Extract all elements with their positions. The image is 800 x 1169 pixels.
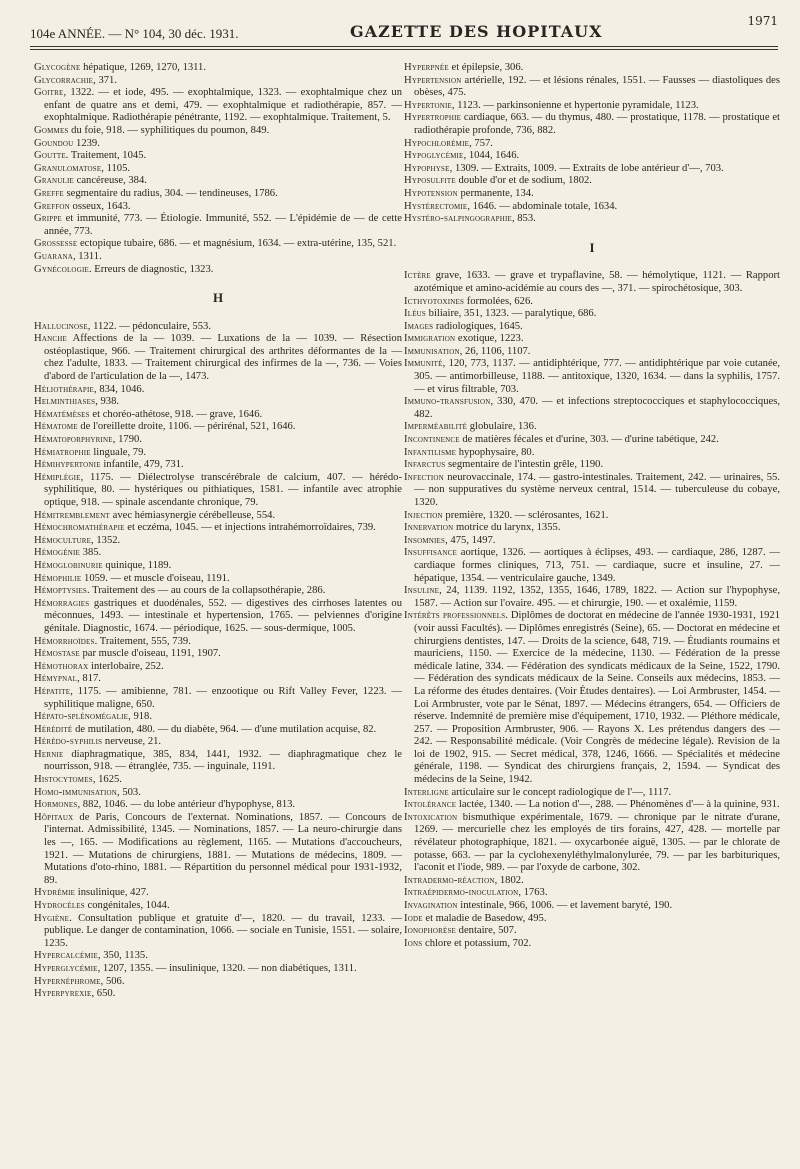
entry-references: ectopique tubaire, 686. — et magnésium, 1634. — extra-utérine, 135, 521. bbox=[77, 238, 397, 250]
page-number: 1971 bbox=[747, 14, 778, 28]
index-entry bbox=[34, 421, 402, 434]
header-rule bbox=[30, 46, 778, 47]
entry-term: Greffon bbox=[34, 200, 70, 212]
entry-references: , 371. bbox=[93, 74, 117, 86]
entry-term: Innervation bbox=[404, 522, 454, 534]
entry-term: Granulomatose bbox=[34, 162, 102, 174]
entry-references: chlore et potassium, 702. bbox=[422, 937, 532, 949]
entry-term: Goutte bbox=[34, 150, 66, 162]
entry-term: Insuline bbox=[404, 585, 440, 597]
entry-term: Hémiplégie bbox=[34, 471, 81, 483]
entry-references: , 918. bbox=[128, 711, 152, 723]
entry-references: , 26, 1106, 1107. bbox=[459, 345, 531, 357]
entry-term: Intraépidermo-inoculation bbox=[404, 887, 519, 899]
entry-references: . Traitement des — au cours de la collapsothérapie, 286. bbox=[87, 585, 326, 597]
entry-references: et eczéma, 1045. — et injections intrahémorroïdaires, 739. bbox=[124, 522, 376, 534]
entry-term: Hypertension bbox=[404, 74, 462, 86]
entry-references: de matières fécales et d'urine, 303. — d'urine tabétique, 242. bbox=[459, 434, 719, 446]
entry-references: formolées, 626. bbox=[464, 295, 533, 307]
index-entry bbox=[404, 100, 780, 113]
entry-references: , 757. bbox=[469, 137, 493, 149]
index-entry bbox=[34, 213, 402, 238]
entry-references: . Consultation publique et gratuite d'—, 1820. — du travail, 1233. — publique. Le danger de contamination, 1066. — sociale en Tunisie, 1551. — solaire, 1235. bbox=[44, 912, 402, 949]
index-entry bbox=[404, 547, 780, 585]
entry-references: . Diplômes de doctorat en médecine de l'année 1930-1931, 1921 (voir aussi Facultés). — Diplômes enregistrés (Seine), 65. — Doctorat en médecine et chirurgiens dentistes, 147. — Droits de la science, 648, 719. — Étudiants roumains et mauriciens, 1150. — Exercice de la médecine, 1130. — Fédération de la presse médicale latine, 334. — Fédération des syndicats médicaux de la Seine, 1522, 1790. — Fédération des syndicats médicaux de la Seine. Conseils aux médecins, 1853. — La réforme des études dentaires. (Voir Études dentaires). — Loi Armbruster, 1454. — Loi Armbruster, vote par le Sénat, 1897. — Médecins étrangers, 654. — Officiers de réserve. Indemnité de première mise d'équipement, 1710, 1932. — Pléthore médicale, 257. — Proposition Armbruster, 906. — Rayons X. Les prétendus dangers des — 242. — Responsabilité médicale. (Voir Congrès de médecine légale). Revision de la loi de 1902, 915. — Secret médical, 378, 1246, 1666. — Spécialités et médecine générale, 1198. — Syndicat des chirurgiens français, 2, 1594. — Syndicat des médecins de la Seine, 1942. bbox=[414, 610, 781, 786]
entry-references: , 24, 1139. 1192, 1352, 1355, 1646, 1789, 1822. — Action sur l'hypophyse, 1587. — Action sur l'ovaire. 495. — et chirurgie, 190. — et oxalémie, 1159. bbox=[414, 585, 780, 609]
index-entry bbox=[404, 213, 780, 226]
entry-term: Grossesse bbox=[34, 238, 78, 250]
index-entry bbox=[404, 396, 780, 421]
entries-h-continued bbox=[404, 62, 780, 226]
entry-references: artérielle, 192. — et lésions rénales, 1551. — Fausses — diastoliques des obèses, 475. bbox=[414, 74, 780, 99]
entry-references: congénitales, 1044. bbox=[84, 900, 170, 911]
entry-term: Goundou bbox=[34, 137, 74, 149]
index-entry bbox=[34, 163, 402, 176]
index-entry bbox=[404, 472, 780, 510]
section-letter-h: H bbox=[212, 290, 224, 306]
entry-term: Imperméabilité bbox=[404, 421, 468, 433]
entry-term: Hémihypertonie bbox=[34, 459, 101, 471]
index-entry bbox=[34, 598, 402, 636]
entry-term: Gynécologie bbox=[34, 263, 89, 275]
entry-references: , 1311. bbox=[73, 250, 102, 262]
entry-references: , 506. bbox=[100, 975, 125, 987]
entry-references: . Erreurs de diagnostic, 1323. bbox=[88, 263, 214, 275]
index-entry bbox=[34, 321, 402, 334]
entry-references: segmentaire de l'intestin grêle, 1190. bbox=[445, 459, 604, 471]
right-column bbox=[404, 62, 780, 950]
index-entry bbox=[404, 535, 780, 548]
entry-references: , 834, 1046. bbox=[94, 383, 145, 395]
entry-references: lactée, 1340. — La notion d'—, 288. — Phénomènes d'— à la quinine, 931. bbox=[456, 799, 780, 811]
entry-references: bismuthique expérimentale, 1679. — chronique par le nitrate d'urane, 1269. — mercurielle chez les employés de tirs forains, 427, 428. — mortelle par révélateur photographique, 1821. — oxycarbonée aiguë, 1305. — par le chlorate de potasse, 663. — par la cyclohexenyléthylmalonylurée, 79. — par les barbituriques, l'aconit et l'iode, 989. — par l'oxyde de carbone, 302. bbox=[414, 811, 780, 874]
entries-i bbox=[404, 270, 780, 950]
entry-term: Infarctus bbox=[404, 459, 446, 471]
entry-references: , 1207, 1355. — insulinique, 1320. — non diabétiques, 1311. bbox=[97, 962, 357, 974]
index-entry bbox=[404, 900, 780, 913]
entry-references: , 1122. — pédonculaire, 553. bbox=[87, 320, 211, 332]
entry-term: Hypertrophie bbox=[404, 112, 462, 124]
entry-references: segmentaire du radius, 304. — tendineuses, 1786. bbox=[63, 187, 278, 199]
section-letter-i: I bbox=[589, 239, 595, 255]
entry-term: Interligne bbox=[404, 786, 449, 798]
entry-references: et immunité, 773. — Étiologie. Immunité, 552. — L'épidémie de — de cette année, 773. bbox=[44, 213, 402, 237]
entry-references: quinique, 1189. bbox=[102, 559, 172, 571]
entry-references: grave, 1633. — grave et trypaflavine, 58. — hémolytique, 1121. — Rapport azotémique et amino-acidémie au cours des —, 371. — spirochétosique, 303. bbox=[414, 270, 780, 294]
index-entry bbox=[34, 535, 402, 548]
entry-term: Hépato-splénomégalie bbox=[34, 711, 129, 723]
entry-term: Hémorragies bbox=[34, 597, 90, 609]
index-entry bbox=[34, 787, 402, 800]
index-entry bbox=[34, 125, 402, 138]
entry-references: , 882, 1046. — du lobe antérieur d'hypophyse, 813. bbox=[77, 799, 296, 811]
entry-term: Immunité bbox=[404, 358, 443, 370]
entry-term: Hépatite bbox=[34, 685, 71, 697]
entry-term: Hallucinose bbox=[34, 320, 88, 332]
entry-references: et choréo-athétose, 918. — grave, 1646. bbox=[89, 408, 263, 420]
entry-term: Glycogène bbox=[34, 62, 81, 73]
index-entry bbox=[404, 447, 780, 460]
index-entry bbox=[34, 950, 402, 963]
entry-references: articulaire sur le concept radiologique de l'—, 1117. bbox=[448, 786, 672, 798]
index-entry bbox=[404, 510, 780, 523]
entry-term: Images bbox=[404, 320, 434, 332]
entry-references: 1059. — et muscle d'oiseau, 1191. bbox=[81, 572, 230, 584]
entry-references: , 475, 1497. bbox=[445, 534, 496, 546]
entry-term: Ictère bbox=[404, 270, 431, 282]
entry-references: première, 1320. — sclérosantes, 1621. bbox=[442, 509, 609, 521]
entry-references: et épilepsie, 306. bbox=[448, 62, 524, 73]
index-entry bbox=[404, 585, 780, 610]
entry-term: Hernie bbox=[34, 748, 64, 760]
index-entry bbox=[404, 308, 780, 321]
entry-term: Invagination bbox=[404, 900, 458, 911]
index-entry bbox=[34, 585, 402, 598]
entry-references: radiologiques, 1645. bbox=[433, 320, 523, 332]
index-entry bbox=[34, 812, 402, 888]
entry-term: Hémophilie bbox=[34, 572, 82, 584]
entry-term: Hypoglycémie bbox=[404, 150, 464, 162]
index-entry bbox=[34, 900, 402, 913]
entry-references: biliaire, 351, 1323. — paralytique, 686. bbox=[426, 308, 597, 320]
index-entry bbox=[404, 163, 780, 176]
entry-references: hépatique, 1269, 1270, 1311. bbox=[80, 62, 207, 73]
index-entry bbox=[404, 321, 780, 334]
entry-term: Intolérance bbox=[404, 799, 457, 811]
entry-references: , 1322. — et iode, 495. — exophtalmique, 1323. — exophtalmique chez un enfant de quatre ans et demi, 479. — exophtalmique et radiothérapie, 857. — exophtalmique. Radiothérapie pénétrante, 1192. — exophtalmique. Traitement, 5. bbox=[44, 87, 402, 124]
entry-references: exotique, 1223. bbox=[455, 333, 524, 345]
entry-references: par muscle d'oiseau, 1191, 1907. bbox=[79, 648, 221, 660]
header-rule-secondary bbox=[30, 49, 778, 50]
entry-term: Intérêts professionnels bbox=[404, 610, 506, 622]
index-entry bbox=[404, 875, 780, 888]
entry-references: , 1763. bbox=[518, 887, 548, 899]
index-entry bbox=[34, 75, 402, 88]
index-entry bbox=[34, 333, 402, 383]
index-entry bbox=[404, 270, 780, 295]
entry-term: Hormones bbox=[34, 799, 78, 811]
index-entry bbox=[34, 150, 402, 163]
entry-term: Hydrémie bbox=[34, 887, 76, 899]
index-entry bbox=[34, 774, 402, 787]
index-entry bbox=[404, 333, 780, 346]
entry-references: , 1790. bbox=[112, 434, 142, 446]
entry-references: neurovaccinale, 174. — gastro-intestinales. Traitement, 242. — urinaires, 55. — non suppuratives du système nerveux central, 1514. — tuberculeuse du cobaye, 1320. bbox=[414, 471, 780, 508]
entry-references: , 650. bbox=[91, 988, 116, 1000]
entry-references: insulinique, 427. bbox=[75, 887, 149, 899]
entry-references: double d'or et de sodium, 1802. bbox=[455, 175, 592, 187]
index-entry bbox=[34, 447, 402, 460]
entry-term: Hystéro-salpingographie bbox=[404, 213, 512, 225]
index-entry bbox=[404, 188, 780, 201]
entry-term: Hématoporphyrine bbox=[34, 434, 113, 446]
index-entry bbox=[34, 175, 402, 188]
index-entry bbox=[404, 887, 780, 900]
entry-references: de l'oreillette droite, 1106. — périrénal, 521, 1646. bbox=[77, 421, 296, 433]
index-entry bbox=[404, 421, 780, 434]
entry-term: Hypochlorémie bbox=[404, 137, 470, 149]
entry-references: . Traitement, 1045. bbox=[65, 150, 147, 162]
entry-references: , 120, 773, 1137. — antidiphtérique, 777. — antidiphtérique par voie cutanée, 305. — antimorbilleuse, 1188. — antitoxique, 1320, 1634. — dans la syphilis, 1757. — et virus filtrable, 703. bbox=[414, 358, 780, 395]
issue-info: 104e ANNÉE. — N° 104, 30 déc. 1931. bbox=[30, 26, 239, 41]
entry-references: , 853. bbox=[511, 213, 536, 225]
entry-references: intestinale, 966, 1006. — et lavement baryté, 190. bbox=[457, 900, 673, 911]
entry-references: Affections de la — 1039. — Luxations de la — 1039. — Résection ostéoplastique, 966. — Traitement chirurgical des arthrites déformantes de la — chez l'adulte, 1833. — Traitement chirurgical des infirmes de la —, 736. — Voies d'abord de l'articulation de la —, 1473. bbox=[44, 333, 402, 383]
index-entry bbox=[34, 560, 402, 573]
entry-references: , 350, 1135. bbox=[97, 950, 148, 962]
index-entry bbox=[34, 887, 402, 900]
entry-term: Hémochromathérapie bbox=[34, 522, 125, 534]
entry-term: Glycorrachie bbox=[34, 74, 94, 86]
entry-term: Hypertonie bbox=[404, 99, 452, 111]
index-entry bbox=[34, 238, 402, 251]
index-entry bbox=[404, 610, 780, 786]
index-entry bbox=[34, 799, 402, 812]
entry-references: , 1123. — parkinsonienne et hypertonie pyramidale, 1123. bbox=[452, 99, 699, 111]
entry-term: Hémorrhoïdes bbox=[34, 635, 95, 647]
entry-term: Immunisation bbox=[404, 345, 460, 357]
entry-references: , 1044, 1646. bbox=[463, 150, 520, 162]
entry-references: , 503. bbox=[117, 786, 141, 798]
entry-term: Hanche bbox=[34, 333, 67, 345]
entry-term: Hémitremblement bbox=[34, 509, 110, 521]
index-entry bbox=[34, 988, 402, 1001]
entry-references: et maladie de Basedow, 495. bbox=[422, 912, 547, 924]
index-entry bbox=[34, 87, 402, 125]
index-entry bbox=[404, 201, 780, 214]
index-entry bbox=[404, 62, 780, 75]
entry-references: . Traitement, 555, 739. bbox=[94, 635, 191, 647]
entry-term: Hémothorax bbox=[34, 660, 89, 672]
entry-term: Hyperglycémie bbox=[34, 962, 98, 974]
index-entry bbox=[34, 138, 402, 151]
entry-references: , 1802. bbox=[494, 874, 524, 886]
index-entry bbox=[34, 459, 402, 472]
index-entry bbox=[34, 510, 402, 523]
entry-term: Hémoglobinurie bbox=[34, 559, 103, 571]
entry-term: Incontinence bbox=[404, 434, 460, 446]
index-entry bbox=[404, 812, 780, 875]
entry-term: Insomnies bbox=[404, 534, 446, 546]
entry-references: , 1175. — amibienne, 781. — enzootique ou Rift Valley Fever, 1223. — syphilitique maligne, 650. bbox=[44, 685, 402, 710]
entry-term: Hémostase bbox=[34, 648, 80, 660]
entry-term: Infantilisme bbox=[404, 446, 457, 458]
index-entry bbox=[34, 547, 402, 560]
entry-term: Immigration bbox=[404, 333, 456, 345]
index-entry bbox=[404, 138, 780, 151]
entry-term: Hyperpyrexie bbox=[34, 988, 92, 1000]
entry-term: Hypotension bbox=[404, 187, 458, 199]
entry-references: motrice du larynx, 1355. bbox=[453, 522, 561, 534]
index-entry bbox=[404, 522, 780, 535]
index-entry bbox=[404, 938, 780, 951]
entry-term: Histocytomes bbox=[34, 774, 93, 786]
entry-term: Hypophyse bbox=[404, 162, 450, 174]
entry-references: infantile, 479, 731. bbox=[100, 459, 184, 471]
entry-term: Greffe bbox=[34, 187, 64, 199]
entry-references: de Paris, Concours de l'externat. Nominations, 1857. — Concours de l'internat. Admissibilité, 1345. — Nominations, 1857. — La neuro-chirurgie dans les —, 165. — Modifications au règlement, 1165. — Mutations d'accoucheurs, 1921. — Mutations de chirurgiens, 1881. — Mutations de médecins, 1809. — Mutations d'oto-rhino, 1881. — Répartition du personnel médical pour 1931-1932, 89. bbox=[44, 811, 402, 886]
index-entry bbox=[34, 913, 402, 951]
index-entry bbox=[34, 62, 402, 75]
index-entry bbox=[404, 346, 780, 359]
index-entry bbox=[34, 686, 402, 711]
index-entry bbox=[404, 112, 780, 137]
entry-term: Guarana bbox=[34, 250, 73, 262]
entry-term: Hémoptysies bbox=[34, 585, 88, 597]
entry-references: 385. bbox=[80, 547, 102, 559]
entry-references: cardiaque, 663. — du thymus, 480. — prostatique, 1178. — prostatique et radiothérapie profonde, 736, 882. bbox=[414, 112, 780, 136]
index-entry bbox=[34, 736, 402, 749]
entry-term: Hydrocèles bbox=[34, 900, 85, 911]
entry-references: , 330, 470. — et infections streptococciques et staphylococciques, 482. bbox=[414, 396, 780, 420]
entry-term: Grippe bbox=[34, 213, 62, 225]
index-entry bbox=[34, 661, 402, 674]
entry-term: Injection bbox=[404, 509, 443, 521]
entry-references: diaphragmatique, 385, 834, 1441, 1932. — diaphragmatique chez le nourrisson, 918. — étranglée, 735. — inguinale, 1191. bbox=[44, 748, 402, 773]
entry-term: Hématémèses bbox=[34, 408, 90, 420]
entry-references: dentaire, 507. bbox=[456, 925, 517, 937]
entry-references: hypophysaire, 80. bbox=[456, 446, 535, 458]
index-entry bbox=[404, 296, 780, 309]
index-entry bbox=[34, 636, 402, 649]
entry-term: Icthyotoxines bbox=[404, 295, 465, 307]
index-entry bbox=[404, 434, 780, 447]
index-entry bbox=[404, 459, 780, 472]
entry-term: Intoxication bbox=[404, 811, 458, 823]
entries-h bbox=[34, 321, 402, 1001]
entry-references: de mutilation, 480. — du diabète, 964. — d'une mutilation acquise, 82. bbox=[72, 723, 377, 735]
entry-references: , 1352. bbox=[91, 534, 121, 546]
entry-term: Hérédité bbox=[34, 723, 73, 735]
entry-term: Hypercalcémie bbox=[34, 950, 98, 962]
entry-term: Hyperpnée bbox=[404, 62, 449, 73]
entry-term: Hyposulfite bbox=[404, 175, 456, 187]
index-entry bbox=[34, 434, 402, 447]
entry-term: Hygiène bbox=[34, 912, 70, 924]
entry-term: Hôpitaux bbox=[34, 811, 74, 823]
index-entry bbox=[34, 264, 402, 277]
entry-references: , 1309. — Extraits, 1009. — Extraits de lobe antérieur d'—, 703. bbox=[449, 162, 724, 174]
entry-references: linguale, 79. bbox=[90, 446, 147, 458]
index-entry bbox=[404, 913, 780, 926]
entry-references: 1239. bbox=[73, 137, 100, 149]
index-entry bbox=[34, 976, 402, 989]
entry-references: interlobaire, 252. bbox=[88, 660, 164, 672]
index-entry bbox=[34, 201, 402, 214]
index-entry bbox=[404, 75, 780, 100]
entry-term: Insuffisance bbox=[404, 547, 457, 559]
entry-term: Hémoculture bbox=[34, 534, 92, 546]
index-entry bbox=[34, 573, 402, 586]
index-entry bbox=[34, 472, 402, 510]
entry-references: globulaire, 136. bbox=[467, 421, 537, 433]
entry-term: Héliothérapie bbox=[34, 383, 95, 395]
entry-term: Hérédo-syphilis bbox=[34, 736, 103, 748]
entry-references: , 817. bbox=[77, 673, 101, 685]
entry-references: aortique, 1326. — aortiques à éclipses, 493. — cardiaque, 286, 1287. — cardiaque formes cliniques, 713, 751. — cardiaque, sucre et insuline, 27. — hépatique, 1354. — ventriculaire gauche, 1349. bbox=[414, 547, 780, 584]
entry-term: Ionophorèse bbox=[404, 925, 457, 937]
index-entry bbox=[34, 396, 402, 409]
entry-term: Immuno-transfusion bbox=[404, 396, 491, 408]
entry-term: Granulie bbox=[34, 175, 74, 187]
entry-term: Hypernéphrome bbox=[34, 975, 101, 987]
entry-term: Hématome bbox=[34, 421, 78, 433]
entry-term: Hystérectomie bbox=[404, 200, 468, 212]
index-entry bbox=[34, 522, 402, 535]
index-entry bbox=[404, 150, 780, 163]
index-entry bbox=[34, 409, 402, 422]
index-entry bbox=[404, 175, 780, 188]
entry-term: Intradermo-réaction bbox=[404, 874, 495, 886]
index-entry bbox=[34, 963, 402, 976]
index-entry bbox=[404, 925, 780, 938]
entry-references: nerveuse, 21. bbox=[102, 736, 162, 748]
entry-references: gastriques et duodénales, 552. — digestives des cirrhoses latentes ou méconnues, 1493. — intestinale et hypertension, 1765. — pelviennes d'origine génitale. Diagnostic, 1674. — périodique, 1625. — sous-dermique, 1005. bbox=[44, 597, 402, 634]
entry-term: Iode bbox=[404, 912, 423, 924]
entry-term: Hémogénie bbox=[34, 547, 80, 559]
entry-term: Helminthiases bbox=[34, 396, 96, 408]
index-entry bbox=[34, 673, 402, 686]
index-entry bbox=[34, 749, 402, 774]
index-entry bbox=[34, 188, 402, 201]
entry-references: permanente, 134. bbox=[457, 187, 534, 199]
entry-term: Hémiatrophie bbox=[34, 446, 91, 458]
entry-references: , 1105. bbox=[101, 162, 131, 174]
journal-title: GAZETTE DES HOPITAUX bbox=[350, 22, 603, 41]
entry-term: Hémypnal bbox=[34, 673, 78, 685]
entry-references: osseux, 1643. bbox=[69, 200, 131, 212]
index-entry bbox=[34, 384, 402, 397]
index-entry bbox=[404, 799, 780, 812]
entry-references: , 1646. — abdominale totale, 1634. bbox=[467, 200, 618, 212]
entry-references: cancéreuse, 384. bbox=[73, 175, 147, 187]
index-entry bbox=[34, 724, 402, 737]
index-entry bbox=[34, 251, 402, 264]
entry-references: , 1175. — Diélectrolyse transcérébrale de calcium, 407. — hérédo-syphilitique, 80. — hystériques ou pithiatiques, 1581. — infantile avec atrophie optique, 918. — spinale ascendante chronique, 79. bbox=[44, 471, 402, 508]
entry-term: Homo-immunisation bbox=[34, 786, 118, 798]
entry-references: , 1625. bbox=[92, 774, 122, 786]
entry-references: avec hémiasynergie cérébelleuse, 554. bbox=[109, 509, 276, 521]
entry-references: du foie, 918. — syphilitiques du poumon, 849. bbox=[68, 124, 270, 136]
entry-term: Ions bbox=[404, 937, 423, 949]
entry-term: Iléus bbox=[404, 308, 427, 320]
index-entry bbox=[404, 358, 780, 396]
entry-references: , 938. bbox=[95, 396, 120, 408]
index-entry bbox=[404, 787, 780, 800]
entry-term: Goitre bbox=[34, 87, 64, 99]
entry-term: Gommes bbox=[34, 124, 69, 136]
entry-term: Infection bbox=[404, 471, 444, 483]
page-header bbox=[30, 12, 778, 46]
index-entry bbox=[34, 648, 402, 661]
index-entry bbox=[34, 711, 402, 724]
left-column bbox=[34, 62, 402, 1001]
entries-g bbox=[34, 62, 402, 276]
